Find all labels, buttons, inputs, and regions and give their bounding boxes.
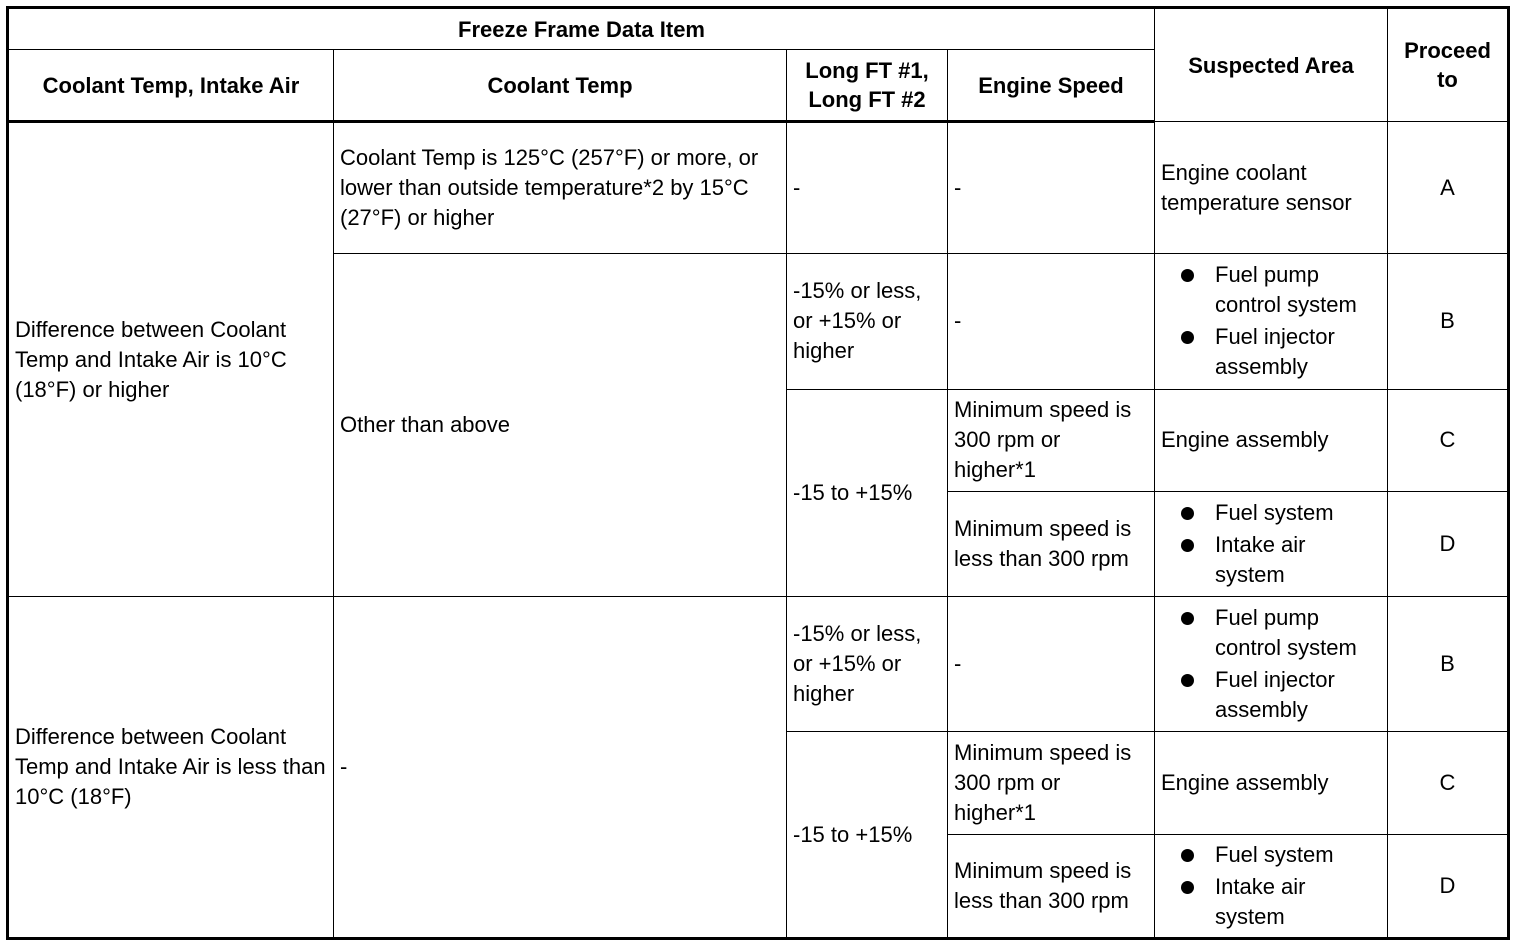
coolant-temp-cell: Other than above xyxy=(334,254,787,597)
header-coolant-temp: Coolant Temp xyxy=(334,50,787,122)
list-item: Fuel system xyxy=(1181,840,1381,870)
table-row xyxy=(8,597,1509,732)
header-long-ft: Long FT #1, Long FT #2 xyxy=(787,50,948,122)
list-item: Fuel pump control system xyxy=(1181,603,1381,663)
bullet-icon xyxy=(1181,674,1194,687)
suspected-area-cell: Engine coolant temperature sensor xyxy=(1155,122,1388,254)
proceed-to-cell: D xyxy=(1388,491,1509,596)
suspected-area-cell xyxy=(1155,254,1388,389)
bullet-icon xyxy=(1181,849,1194,862)
suspected-area-list xyxy=(1161,260,1381,382)
suspected-area-cell xyxy=(1155,834,1388,938)
suspected-area-cell xyxy=(1155,597,1388,732)
long-ft-cell: - xyxy=(787,122,948,254)
engine-speed-cell: Minimum speed is less than 300 rpm xyxy=(948,491,1155,596)
engine-speed-cell: Minimum speed is less than 300 rpm xyxy=(948,834,1155,938)
suspected-area-cell: Engine assembly xyxy=(1155,389,1388,491)
long-ft-cell: -15% or less, or +15% or higher xyxy=(787,597,948,732)
proceed-to-cell: C xyxy=(1388,732,1509,834)
engine-speed-cell: Minimum speed is 300 rpm or higher*1 xyxy=(948,732,1155,834)
coolant-temp-cell: - xyxy=(334,597,787,939)
coolant-temp-cell: Coolant Temp is 125°C (257°F) or more, or lower than outside temperature*2 by 15°C (27°F) or higher xyxy=(334,122,787,254)
bullet-icon xyxy=(1181,612,1194,625)
header-coolant-temp-intake-air: Coolant Temp, Intake Air xyxy=(8,50,334,122)
engine-speed-cell: Minimum speed is 300 rpm or higher*1 xyxy=(948,389,1155,491)
header-proceed-to: Proceed to xyxy=(1388,8,1509,122)
suspected-area-cell xyxy=(1155,491,1388,596)
list-item: Fuel injector assembly xyxy=(1181,322,1381,382)
bullet-icon xyxy=(1181,507,1194,520)
header-engine-speed: Engine Speed xyxy=(948,50,1155,122)
list-item: Intake air system xyxy=(1181,530,1381,590)
bullet-icon xyxy=(1181,539,1194,552)
suspected-area-list xyxy=(1161,603,1381,725)
list-item: Intake air system xyxy=(1181,872,1381,932)
freeze-frame-table xyxy=(6,6,1510,940)
intake-condition-cell: Difference between Coolant Temp and Intake Air is 10°C (18°F) or higher xyxy=(8,122,334,597)
header-suspected-area: Suspected Area xyxy=(1155,8,1388,122)
list-item: Fuel system xyxy=(1181,498,1381,528)
long-ft-cell: -15% or less, or +15% or higher xyxy=(787,254,948,389)
header-freeze-frame-data-item: Freeze Frame Data Item xyxy=(8,8,1155,50)
bullet-icon xyxy=(1181,881,1194,894)
list-item: Fuel injector assembly xyxy=(1181,665,1381,725)
proceed-to-cell: B xyxy=(1388,254,1509,389)
bullet-icon xyxy=(1181,269,1194,282)
engine-speed-cell: - xyxy=(948,122,1155,254)
engine-speed-cell: - xyxy=(948,254,1155,389)
long-ft-cell: -15 to +15% xyxy=(787,732,948,939)
proceed-to-cell: B xyxy=(1388,597,1509,732)
long-ft-cell: -15 to +15% xyxy=(787,389,948,597)
suspected-area-cell: Engine assembly xyxy=(1155,732,1388,834)
suspected-area-list xyxy=(1161,840,1381,932)
list-item: Fuel pump control system xyxy=(1181,260,1381,320)
proceed-to-cell: D xyxy=(1388,834,1509,938)
engine-speed-cell: - xyxy=(948,597,1155,732)
table-row xyxy=(8,122,1509,254)
intake-condition-cell: Difference between Coolant Temp and Intake Air is less than 10°C (18°F) xyxy=(8,597,334,939)
suspected-area-list xyxy=(1161,498,1381,590)
proceed-to-cell: A xyxy=(1388,122,1509,254)
bullet-icon xyxy=(1181,331,1194,344)
proceed-to-cell: C xyxy=(1388,389,1509,491)
